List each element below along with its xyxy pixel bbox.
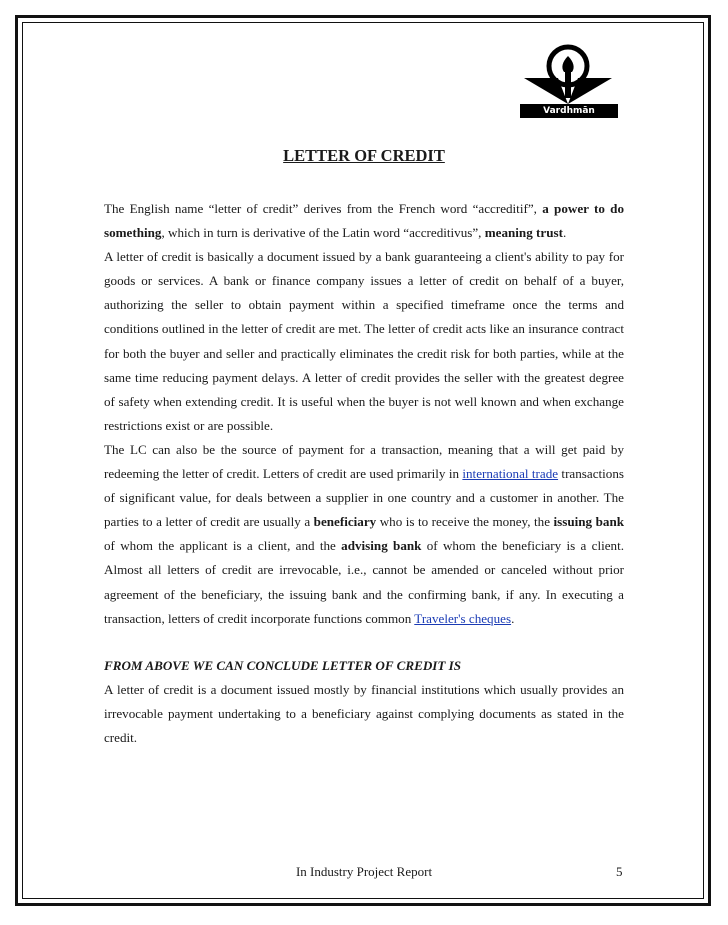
bold-term: a power to do something [104, 201, 625, 241]
logo-brand-text: Vardhmān [543, 106, 595, 116]
link-travelers-cheques[interactable]: Traveler's cheques [414, 610, 512, 626]
paragraph-definition: A letter of credit is basically a document issued by a bank guaranteeing a client's ability to pay for goods or services. A bank or finance company issues a letter of credit on behalf of a buyer, authorizing the seller to obtain payment within a specified timeframe once the terms and conditions outlined in the letter of credit are met. The letter of credit acts like an insurance contract for both the buyer and seller and practically eliminates the credit risk for both parties, while at the same time reducing payment delays. A letter of credit provides the seller with the greatest degree of safety when extending credit. It is useful when the buyer is not well known and when exchange restrictions exist or are possible. [104, 249, 624, 433]
vardhman-logo [518, 42, 620, 118]
link-international-trade[interactable]: international trade [462, 466, 559, 482]
bold-term: beneficiary [313, 514, 377, 530]
page-number: 5 [616, 864, 623, 879]
text-run: of whom the beneficiary is a client. Almost all letters of credit are irrevocable, i.e., cannot be amended or canceled without prior agreement of the beneficiary, the issuing bank and the confirming bank, if any. In executing a transaction, letters of credit incorporate functions common [104, 538, 624, 626]
document-body [104, 197, 624, 750]
text-run: transactions of significant value, for deals between a supplier in one country and a customer in another. The parties to a letter of credit are usually a [104, 466, 624, 530]
page-title: LETTER OF CREDIT [283, 146, 445, 165]
bold-term: issuing bank [553, 514, 625, 530]
text-run: , which in turn is derivative of the Latin word “accreditivus”, [161, 225, 485, 241]
text-run: of whom the applicant is a client, and the [104, 538, 342, 554]
bold-term: advising bank [341, 538, 422, 554]
text-run: . [511, 610, 515, 626]
text-run: who is to receive the money, the [376, 514, 554, 530]
paragraph-conclusion: A letter of credit is a document issued mostly by financial institutions which usually provides an irrevocable payment undertaking to a beneficiary against complying documents as stated in the credit. [104, 681, 624, 745]
text-run: . [562, 225, 567, 241]
paragraph-lc-parties [104, 438, 624, 631]
section-heading: FROM ABOVE WE CAN CONCLUDE LETTER OF CREDIT IS [104, 657, 462, 673]
text-run: The LC can also be the source of payment for a transaction, meaning that a will get paid by redeeming the letter of credit. Letters of credit are used primarily in [104, 441, 624, 482]
footer-text: In Industry Project Report [295, 864, 433, 879]
bold-term: meaning trust [484, 225, 563, 241]
paragraph-etymology [104, 197, 624, 245]
text-run: The English name “letter of credit” derives from the French word “accreditif”, [104, 201, 543, 216]
